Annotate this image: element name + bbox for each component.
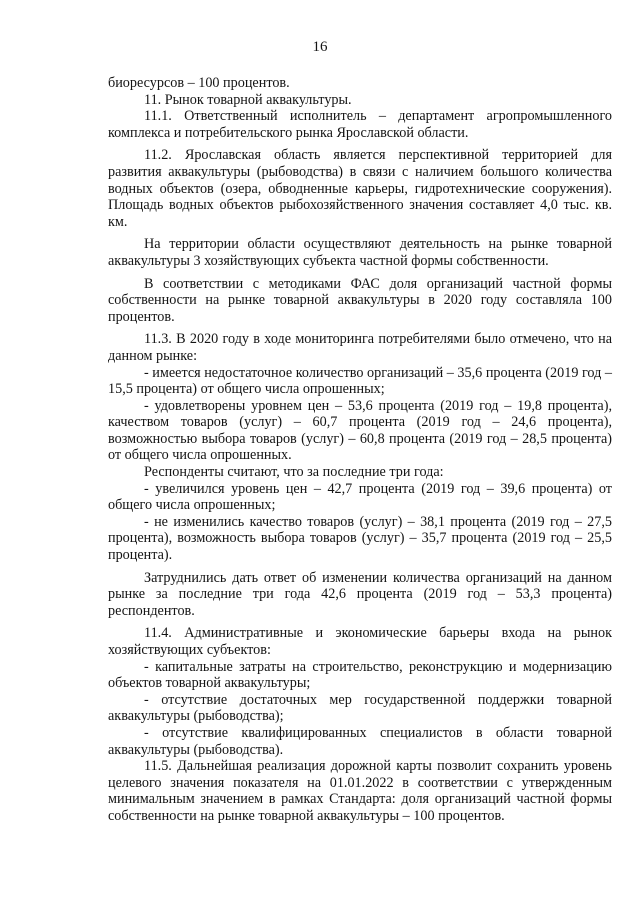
paragraph-continuation: биоресурсов – 100 процентов.	[108, 75, 290, 91]
paragraph-11-1: 11.1. Ответственный исполнитель – департамент агропромышленного комплекса и потребительского рынка Ярославской области.	[108, 108, 612, 141]
bullet-capital-costs: - капитальные затраты на строительство, реконструкцию и модернизацию объектов товарной аквакультуры;	[108, 658, 612, 692]
paragraph-11-2: 11.2. Ярославская область является перспективной территорией для развития аквакультуры (рыбоводства) в связи с наличием большого количества водных объектов (озера, обводненные карьеры, гидротехнические сооружения). Площадь водных объектов рыбохозяйственного значения составляет 4,0 тыс. кв. км.	[108, 147, 612, 230]
bullet-satisfied: - удовлетворены уровнем цен – 53,6 процента (2019 год – 19,8 процента), качеством товаров (услуг) – 60,7 процента (2019 год – 24,6 процента), возможностью выбора товаров (услуг) – 60,8 процента (2019 год – 28,5 процента) от общего числа опрошенных.	[108, 397, 612, 464]
bullet-specialists: - отсутствие квалифицированных специалистов в области товарной аквакультуры (рыбоводства).	[108, 724, 612, 758]
paragraph-fas-share: В соответствии с методиками ФАС доля организаций частной формы собственности на рынке товарной аквакультуры в 2020 году составляла 100 процентов.	[108, 275, 612, 325]
bullet-state-support: - отсутствие достаточных мер государственной поддержки товарной аквакультуры (рыбоводства);	[108, 691, 612, 725]
document-body	[108, 75, 612, 825]
paragraph-11-4: 11.4. Административные и экономические барьеры входа на рынок хозяйствующих субъектов:	[108, 625, 612, 658]
paragraph-respondents: Респонденты считают, что за последние три года:	[144, 464, 444, 481]
page-number: 16	[312, 39, 328, 55]
paragraph-11-3: 11.3. В 2020 году в ходе мониторинга потребителями было отмечено, что на данном рынке:	[108, 331, 612, 364]
bullet-price-increase: - увеличился уровень цен – 42,7 процента (2019 год – 39,6 процента) от общего числа опрошенных;	[108, 480, 612, 514]
bullet-insufficient-orgs: - имеется недостаточное количество организаций – 35,6 процента (2019 год – 15,5 процента) от общего числа опрошенных;	[108, 364, 612, 398]
paragraph-undecided: Затруднились дать ответ об изменении количества организаций на данном рынке за последние три года 42,6 процента (2019 год – 53,3 процента) респондентов.	[108, 569, 612, 619]
bullet-no-change: - не изменились качество товаров (услуг) – 38,1 процента (2019 год – 27,5 процента), возможность выбора товаров (услуг) – 35,7 процента (2019 год – 25,5 процента).	[108, 513, 612, 564]
paragraph-11-5: 11.5. Дальнейшая реализация дорожной карты позволит сохранить уровень целевого значения показателя на 01.01.2022 в соответствии с утвержденным минимальным значением в рамках Стандарта: доля организаций частной формы собственности на рынке товарной аквакультуры – 100 процентов.	[108, 758, 612, 824]
paragraph-entities: На территории области осуществляют деятельность на рынке товарной аквакультуры 3 хозяйствующих субъекта частной формы собственности.	[108, 236, 612, 269]
section-heading-11: 11. Рынок товарной аквакультуры.	[144, 91, 352, 108]
